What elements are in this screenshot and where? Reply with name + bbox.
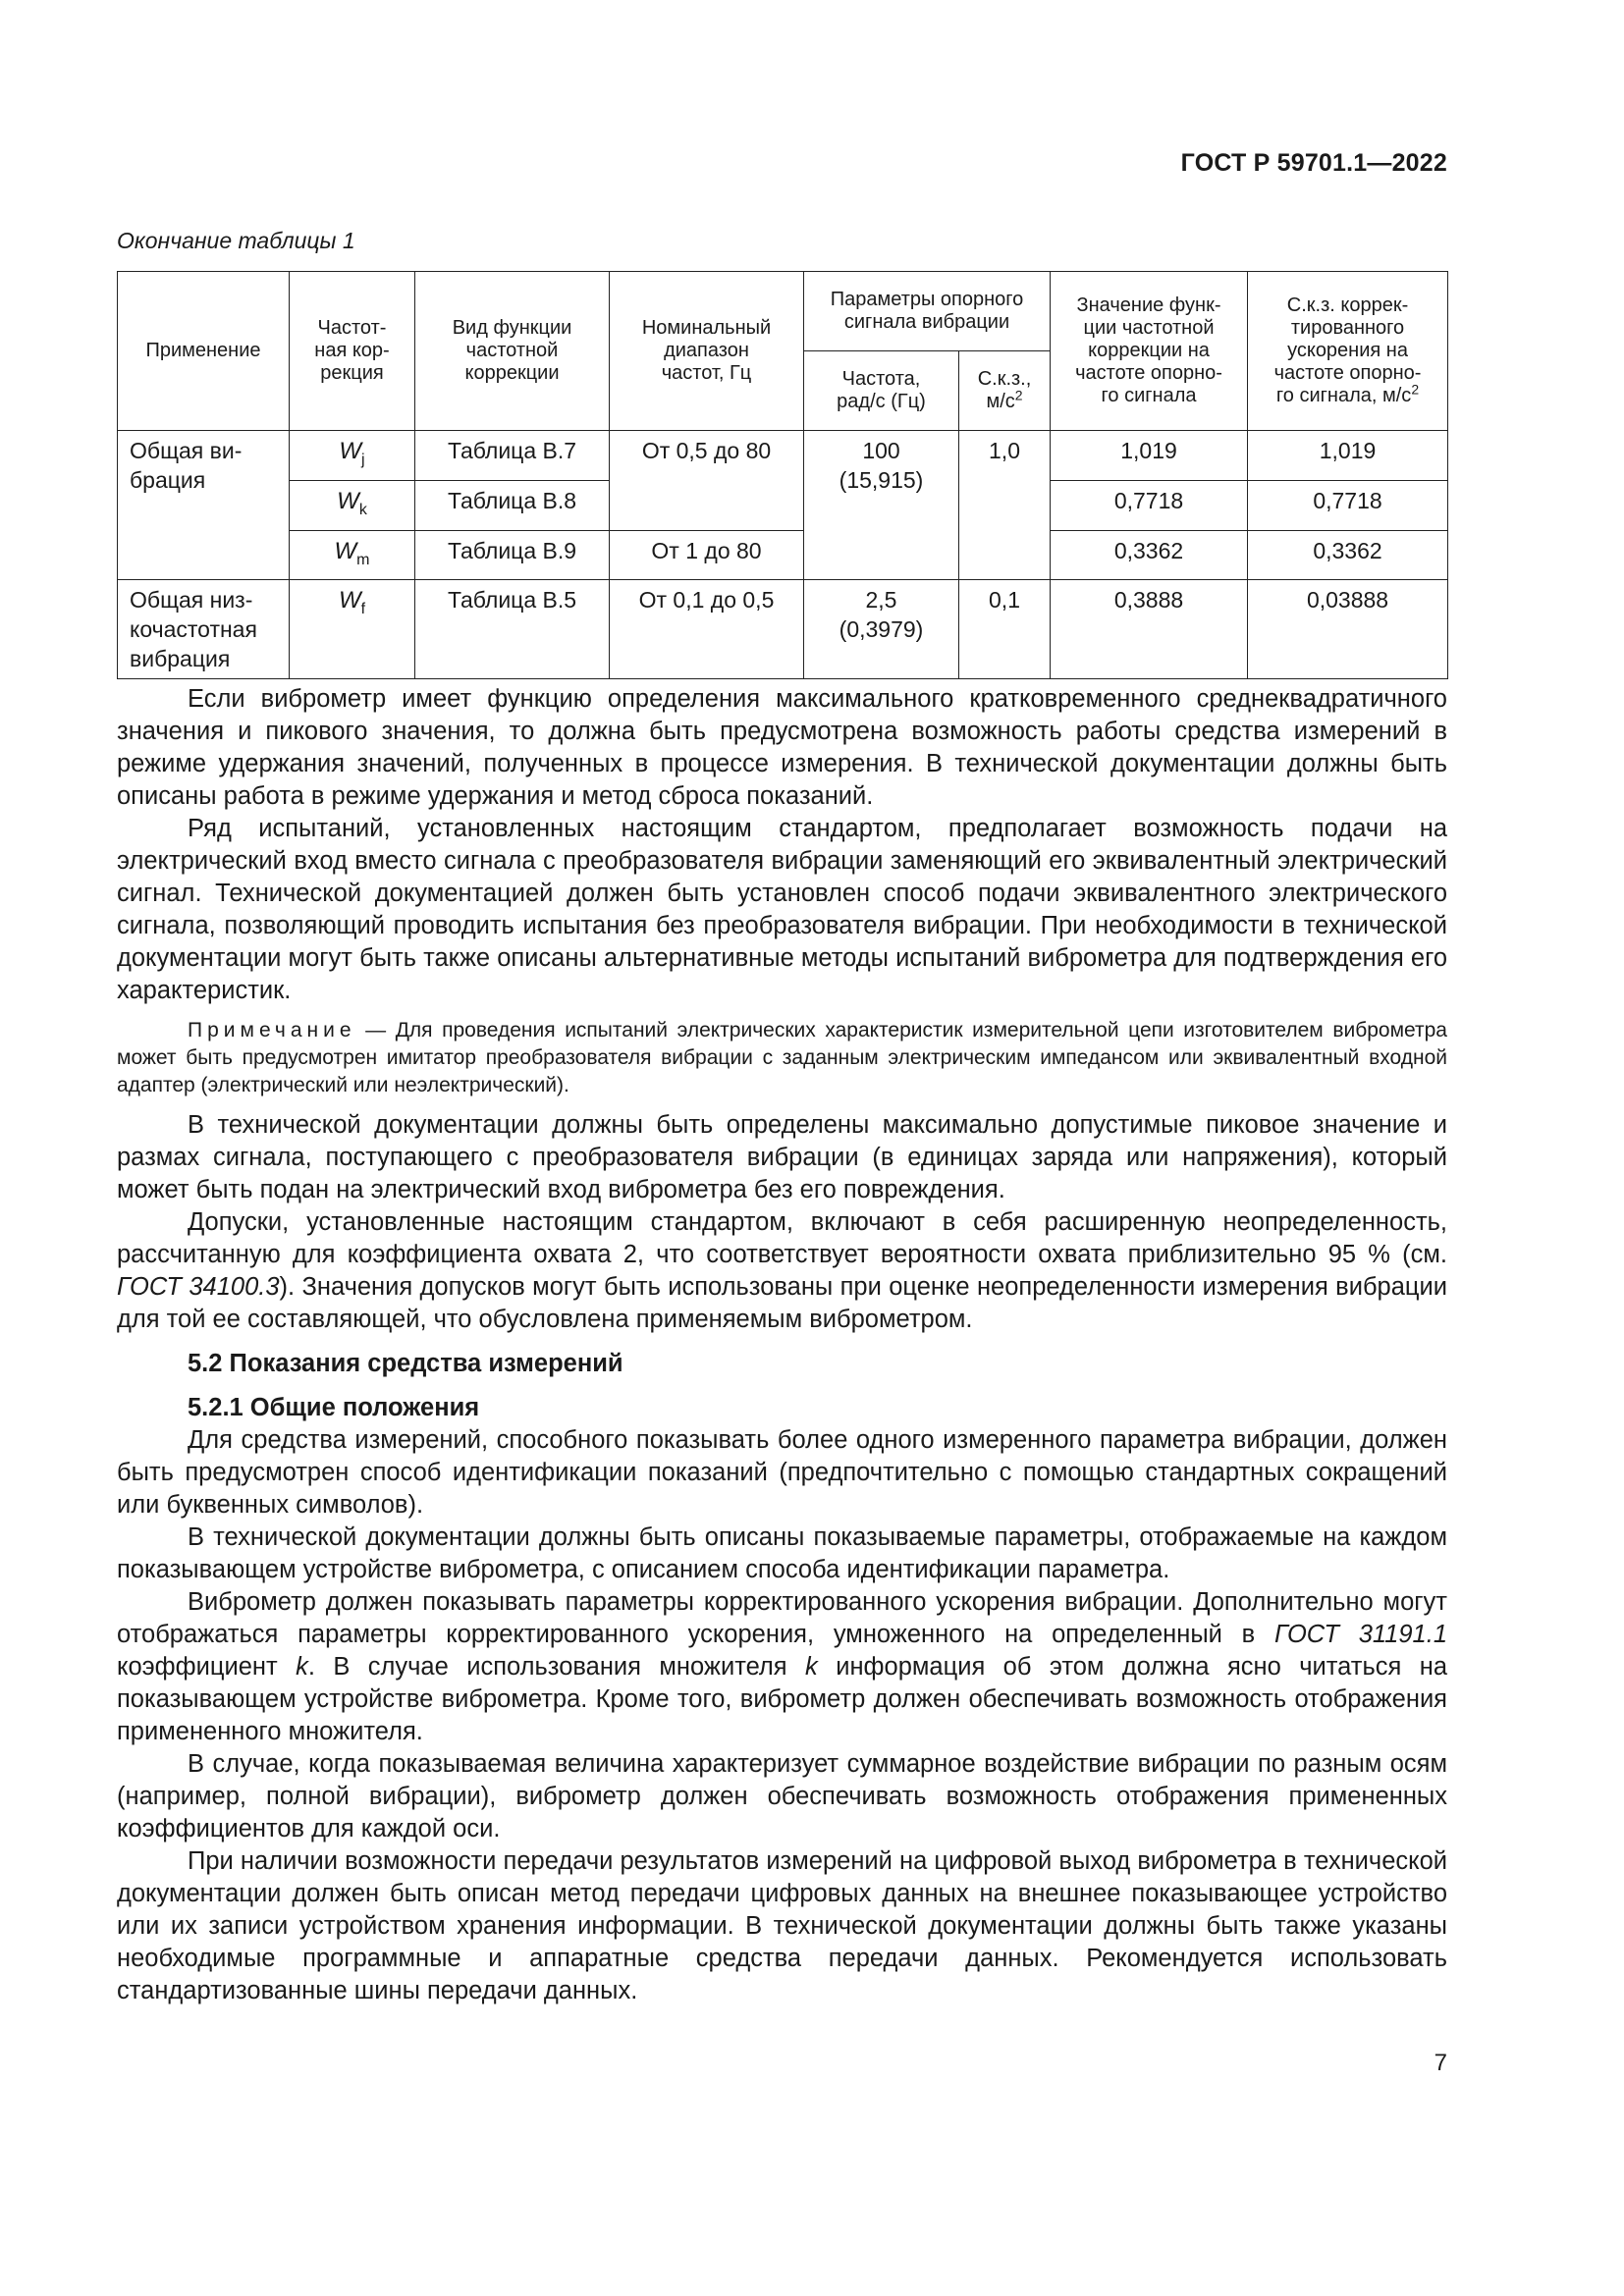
table-row: [118, 431, 1448, 481]
table-row: [118, 530, 1448, 580]
section-heading: 5.2 Показания средства измерений: [188, 1350, 623, 1377]
document-code: ГОСТ Р 59701.1—2022: [1180, 149, 1447, 177]
subsection-heading: 5.2.1 Общие положения: [188, 1394, 480, 1421]
cell-rms: 0,1: [959, 580, 1051, 679]
cell-function: Таблица В.8: [415, 480, 610, 530]
cell-corrected: 1,019: [1248, 431, 1448, 481]
paragraph: Для средства измерений, способного показывать более одного измеренного параметра вибрации, должен быть предусмотрен способ идентификации показаний (предпочтительно с помощью стандартных сокращений или буквенных символов).: [117, 1426, 1447, 1519]
cell-value: 1,019: [1051, 431, 1248, 481]
cell-frequency: 2,5 (0,3979): [804, 580, 959, 679]
header-frequency: Частота, рад/с (Гц): [804, 351, 959, 431]
cell-value: 0,7718: [1051, 480, 1248, 530]
cell-correction: $W_f$: [290, 580, 415, 679]
cell-corrected: 0,3362: [1248, 530, 1448, 580]
header-nominal-range: Номинальный диапазон частот, Гц: [610, 272, 804, 431]
paragraph: Допуски, установленные настоящим стандартом, включают в себя расширенную неопределенность, рассчитанную для коэффициента охвата 2, что соответствует вероятности охвата приблизительно 95 % (см. ГОСТ 34100.3). Значения допусков могут быть использованы при оценке неопределенности измерения вибрации для той ее составляющей, что обусловлена применяемым виброметром.: [117, 1208, 1448, 1333]
cell-corrected: 0,03888: [1248, 580, 1448, 679]
cell-corrected: 0,7718: [1248, 480, 1448, 530]
cell-value: 0,3888: [1051, 580, 1248, 679]
cell-rms: 1,0: [959, 431, 1051, 580]
page-number: 7: [1434, 2050, 1447, 2076]
standard-reference: ГОСТ 34100.3: [117, 1273, 280, 1301]
header-rms: С.к.з., $м/с^2$: [959, 351, 1051, 431]
cell-range: От 0,5 до 80: [610, 431, 804, 531]
table-caption: Окончание таблицы 1: [117, 228, 355, 253]
cell-range: От 1 до 80: [610, 530, 804, 580]
cell-value: 0,3362: [1051, 530, 1248, 580]
header-application: Применение: [118, 272, 290, 431]
header-function-value: Значение функ- ции частотной коррекции на частоте опорно- го сигнала: [1051, 272, 1248, 431]
cell-correction: $W_j$: [290, 431, 415, 481]
header-corrected-rms: С.к.з. коррек- тированного ускорения на частоте опорно- го сигнала, $м/с^2$: [1248, 272, 1448, 431]
vibration-correction-table: [117, 271, 1448, 679]
paragraph: При наличии возможности передачи результатов измерений на цифровой выход виброметра в технической документации должен быть описан метод передачи цифровых данных на внешнее показывающее устройство или их записи устройством хранения информации. В технической документации должны быть также указаны необходимые программные и аппаратные средства передачи данных. Рекомендуется использовать стандартизованные шины передачи данных.: [117, 1847, 1447, 2004]
cell-application: Общая низ- кочастотная вибрация: [118, 580, 290, 679]
note: Примечание — Для проведения испытаний электрических характеристик измерительной цепи изготовителем виброметра может быть предусмотрен имитатор преобразователя вибрации с заданным электрическим импедансом или эквивалентный входной адаптер (электрический или неэлектрический).: [117, 1019, 1447, 1096]
header-freq-correction: Частот- ная кор- рекция: [290, 272, 415, 431]
paragraph: Если виброметр имеет функцию определения максимального кратковременного среднеквадратичного значения и пикового значения, то должна быть предусмотрена возможность работы средства измерений в режиме удержания значений, полученных в процессе измерения. В технической документации должны быть описаны работа в режиме удержания и метод сброса показаний.: [117, 685, 1447, 810]
note-label: Примечание: [188, 1019, 356, 1041]
cell-function: Таблица В.7: [415, 431, 610, 481]
document-body: [117, 683, 1447, 2007]
paragraph: Ряд испытаний, установленных настоящим стандартом, предполагает возможность подачи на электрический вход вместо сигнала с преобразователя вибрации заменяющий его эквивалентный электрический сигнал. Технической документацией должен быть установлен способ подачи эквивалентного электрического сигнала, позволяющий проводить испытания без преобразователя вибрации. При необходимости в технической документации могут быть также описаны альтернативные методы испытаний виброметра для подтверждения его характеристик.: [117, 815, 1447, 1004]
cell-application: Общая ви- брация: [118, 431, 290, 580]
standard-reference: ГОСТ 31191.1: [1273, 1621, 1447, 1648]
header-reference-params: Параметры опорного сигнала вибрации: [804, 272, 1051, 351]
cell-function: Таблица В.5: [415, 580, 610, 679]
cell-function: Таблица В.9: [415, 530, 610, 580]
cell-frequency: 100 (15,915): [804, 431, 959, 580]
paragraph: Виброметр должен показывать параметры корректированного ускорения вибрации. Дополнительно могут отображаться параметры корректированного ускорения, умноженного на определенный в ГОСТ 31191.1 коэффициент k. В случае использования множителя k информация об этом должна ясно читаться на показывающем устройстве виброметра. Кроме того, виброметр должен обеспечивать возможность отображения примененного множителя.: [117, 1588, 1448, 1745]
cell-correction: $W_k$: [290, 480, 415, 530]
paragraph: В случае, когда показываемая величина характеризует суммарное воздействие вибрации по разным осям (например, полной вибрации), виброметр должен обеспечивать возможность отображения примененных коэффициентов для каждой оси.: [117, 1750, 1447, 1842]
cell-correction: $W_m$: [290, 530, 415, 580]
paragraph: В технической документации должны быть определены максимально допустимые пиковое значение и размах сигнала, поступающего с преобразователя вибрации (в единицах заряда или напряжения), который может быть подан на электрический вход виброметра без его повреждения.: [117, 1111, 1447, 1203]
paragraph: В технической документации должны быть описаны показываемые параметры, отображаемые на каждом показывающем устройстве виброметра, с описанием способа идентификации параметра.: [117, 1523, 1447, 1583]
header-function-type: Вид функции частотной коррекции: [415, 272, 610, 431]
table-row: [118, 580, 1448, 679]
cell-range: От 0,1 до 0,5: [610, 580, 804, 679]
